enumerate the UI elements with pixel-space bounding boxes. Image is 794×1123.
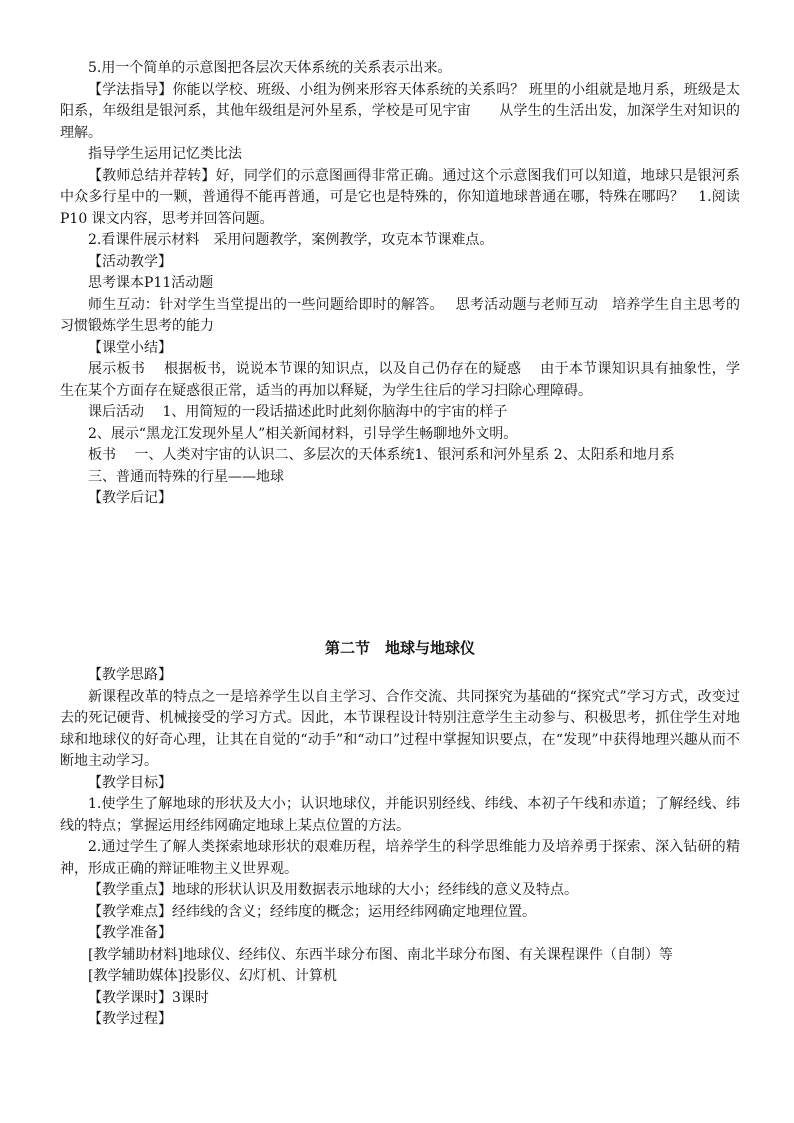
paragraph: 【教学思路】 (88, 667, 172, 683)
paragraph: 【教学过程】 (88, 1011, 172, 1027)
paragraph: 【活动教学】 (88, 253, 172, 270)
document-page (60, 58, 740, 1031)
lesson-continuation (60, 58, 740, 510)
paragraph: [教学辅助材料]地球仪、经纬仪、东西半球分布图、南北半球分布图、有关课程课件（自制）等 (88, 946, 673, 963)
paragraph: 【教学课时】3课时 (88, 989, 209, 1006)
paragraph: 5.用一个简单的示意图把各层次天体系统的关系表示出来。 (88, 60, 452, 76)
paragraph: 展示板书 根据板书，说说本节课的知识点，以及自己仍存在的疑惑 由于本节课知识具有抽象性，学生在某个方面存在疑惑很正常，适当的再加以释疑，为学生往后的学习扫除心理障碍。 (60, 361, 740, 399)
paragraph: 思考课本P11活动题 (88, 275, 214, 291)
paragraph: 【教学重点】地球的形状认识及用数据表示地球的大小；经纬线的意义及特点。 (88, 882, 578, 898)
paragraph: 【教学后记】 (88, 490, 172, 506)
lesson-section (60, 665, 740, 1031)
paragraph: 【学法指导】你能以学校、班级、小组为例来形容天体系统的关系吗？ 班里的小组就是地月系，班级是太阳系，年级组是银河系，其他年级组是河外星系，学校是可见宇宙 从学生的生活出发，加深学生对知识的理解。 (60, 81, 740, 141)
paragraph: 【教学难点】经纬线的含义；经纬度的概念；运用经纬网确定地理位置。 (88, 903, 536, 920)
paragraph: 2、展示“黑龙江发现外星人”相关新闻材料，引导学生畅聊地外文明。 (88, 425, 518, 442)
paragraph: 1.使学生了解地球的形状及大小；认识地球仪，并能识别经线、纬线、本初子午线和赤道；了解经线、纬线的特点；掌握运用经纬网确定地球上某点位置的方法。 (60, 796, 740, 834)
paragraph: 2.看课件展示材料 采用问题教学，案例教学，攻克本节课难点。 (88, 232, 494, 248)
blank-space (60, 510, 740, 638)
paragraph: 师生互动：针对学生当堂提出的一些问题给即时的解答。 思考活动题与老师互动 培养学生自主思考的习惯锻炼学生思考的能力 (60, 296, 740, 334)
paragraph: 2.通过学生了解人类探索地球形状的艰难历程，培养学生的科学思维能力及培养勇于探索、深入钻研的精神，形成正确的辩证唯物主义世界观。 (60, 839, 740, 877)
paragraph: 指导学生运用记忆类比法 (88, 146, 242, 162)
paragraph: 三、普通而特殊的行星——地球 (88, 468, 284, 485)
paragraph: [教学辅助媒体]投影仪、幻灯机、计算机 (88, 968, 337, 984)
paragraph: 【教学目标】 (88, 774, 172, 791)
paragraph: 板书 一、人类对宇宙的认识二、多层次的天体系统1、银河系和河外星系 2、太阳系和地月系 (88, 447, 675, 463)
paragraph: 【课堂小结】 (88, 339, 172, 356)
section-title: 第二节 地球与地球仪 (324, 638, 475, 657)
paragraph: 【教师总结并荐转】好，同学们的示意图画得非常正确。通过这个示意图我们可以知道，地球只是银河系中众多行星中的一颗，普通得不能再普通，可是它也是特殊的，你知道地球普通在哪，特殊在哪吗？ 1.阅读P10 课文内容，思考并回答问题。 (60, 167, 740, 227)
paragraph: 课后活动 1、用简短的一段话描述此时此刻你脑海中的宇宙的样子 (88, 404, 508, 420)
paragraph: 【教学准备】 (88, 925, 172, 941)
paragraph: 新课程改革的特点之一是培养学生以自主学习、合作交流、共同探究为基础的“探究式”学习方式，改变过去的死记硬背、机械接受的学习方式。因此，本节课程设计特别注意学生主动参与、积极思考，抓住学生对地球和地球仪的好奇心理，让其在自觉的“动手”和“动口”过程中掌握知识要点，在“发现”中获得地理兴趣从而不断地主动学习。 (60, 688, 740, 769)
